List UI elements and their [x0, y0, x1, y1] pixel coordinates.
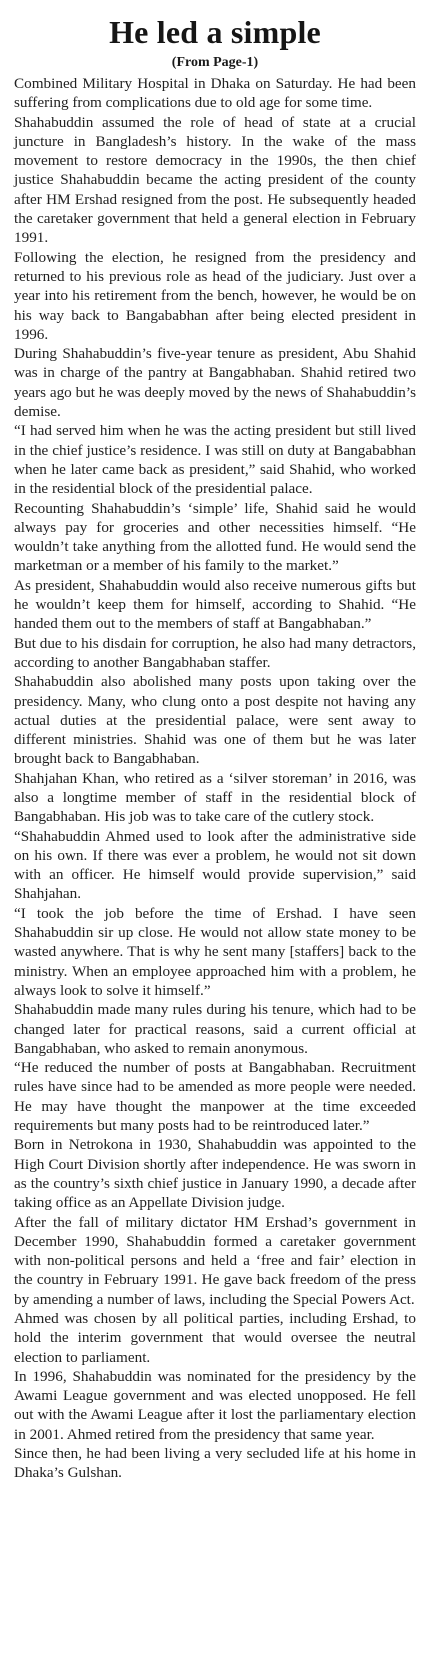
headline: He led a simple: [109, 14, 321, 50]
paragraph-12: “I took the job before the time of Ershad. I have seen Shahabuddin sir up close. He would not allow state money to be wasted anywhere. That is why he sent many [staffers] back to the ministry. When an employee approached him with a problem, he always look to solve it himself.”: [14, 904, 416, 999]
paragraph-9: Shahabuddin also abolished many posts upon taking over the presidency. Many, who clung onto a post despite not having any actual duties at the presidential palace, were sent away to different ministries. Shahid was one of them but he was later brought back to Bangabhaban.: [14, 673, 416, 768]
paragraph-11: “Shahabuddin Ahmed used to look after the administrative side on his own. If there was ever a problem, he would not sit down with an officer. He himself would provide supervision,” said Shahjahan.: [14, 827, 416, 903]
paragraph-19: Since then, he had been living a very secluded life at his home in Dhaka’s Gulshan.: [14, 1445, 416, 1482]
paragraph-6: Recounting Shahabuddin’s ‘simple’ life, Shahid said he would always pay for groceries and other necessities himself. “He wouldn’t take anything from the allotted fund. He would send the marketman or a member of his family to the market.”: [14, 499, 416, 575]
paragraph-4: During Shahabuddin’s five-year tenure as president, Abu Shahid was in charge of the pantry at Bangabhaban. Shahid retired two years ago but he was deeply moved by the news of Shahabuddin’s demise.: [14, 345, 416, 421]
paragraph-14: “He reduced the number of posts at Bangabhaban. Recruitment rules have since had to be amended as more people were needed. He may have thought the manpower at the time exceeded requirements but many posts had to be reintroduced later.”: [14, 1059, 416, 1135]
jump-line: (From Page-1): [171, 55, 259, 70]
article-body: [14, 74, 416, 1483]
paragraph-15: Born in Netrokona in 1930, Shahabuddin was appointed to the High Court Division shortly after independence. He was sworn in as the country’s sixth chief justice in January 1990, a decade after taking office as an Appellate Division judge.: [14, 1136, 416, 1212]
paragraph-10: Shahjahan Khan, who retired as a ‘silver storeman’ in 2016, was also a longtime member of staff in the residential block of Bangabhaban. His job was to take care of the cutlery stock.: [14, 769, 416, 826]
paragraph-18: In 1996, Shahabuddin was nominated for the presidency by the Awami League government and was elected unopposed. He fell out with the Awami League after it lost the parliamentary election in 2001. Ahmed retired from the presidency that same year.: [14, 1367, 416, 1443]
paragraph-2: Shahabuddin assumed the role of head of state at a crucial juncture in Bangladesh’s history. In the wake of the mass movement to restore democracy in the 1990s, the then chief justice Shahabuddin became the acting president of the county after HM Ershad resigned from the post. He subsequently headed the caretaker government that held a general election in February 1991.: [14, 113, 416, 247]
paragraph-7: As president, Shahabuddin would also receive numerous gifts but he wouldn’t keep them for himself, according to Shahid. “He handed them out to the members of staff at Bangabhaban.”: [14, 576, 416, 633]
paragraph-3: Following the election, he resigned from the presidency and returned to his previous role as head of the judiciary. Just over a year into his retirement from the bench, however, he would be on his way back to Bangababhan after being elected president in 1996.: [14, 248, 416, 343]
paragraph-16: After the fall of military dictator HM Ershad’s government in December 1990, Shahabuddin formed a caretaker government with non-political persons and held a ‘free and fair’ election in the country in February 1991. He gave back freedom of the press by amending a number of laws, including the Special Powers Act.: [14, 1213, 416, 1308]
paragraph-17: Ahmed was chosen by all political parties, including Ershad, to hold the interim government that would oversee the neutral election to parliament.: [14, 1310, 416, 1366]
paragraph-5: “I had served him when he was the acting president but still lived in the chief justice’s residence. I was still on duty at Bangababhan when he later came back as president,” said Shahid, who worked in the residential block of the presidential palace.: [14, 422, 416, 498]
paragraph-13: Shahabuddin made many rules during his tenure, which had to be changed later for practical reasons, said a current official at Bangabhaban, who asked to remain anonymous.: [14, 1001, 416, 1057]
paragraph-1: Combined Military Hospital in Dhaka on Saturday. He had been suffering from complications due to old age for some time.: [14, 75, 416, 112]
paragraph-8: But due to his disdain for corruption, he also had many detractors, according to another Bangabhaban staffer.: [14, 634, 416, 671]
